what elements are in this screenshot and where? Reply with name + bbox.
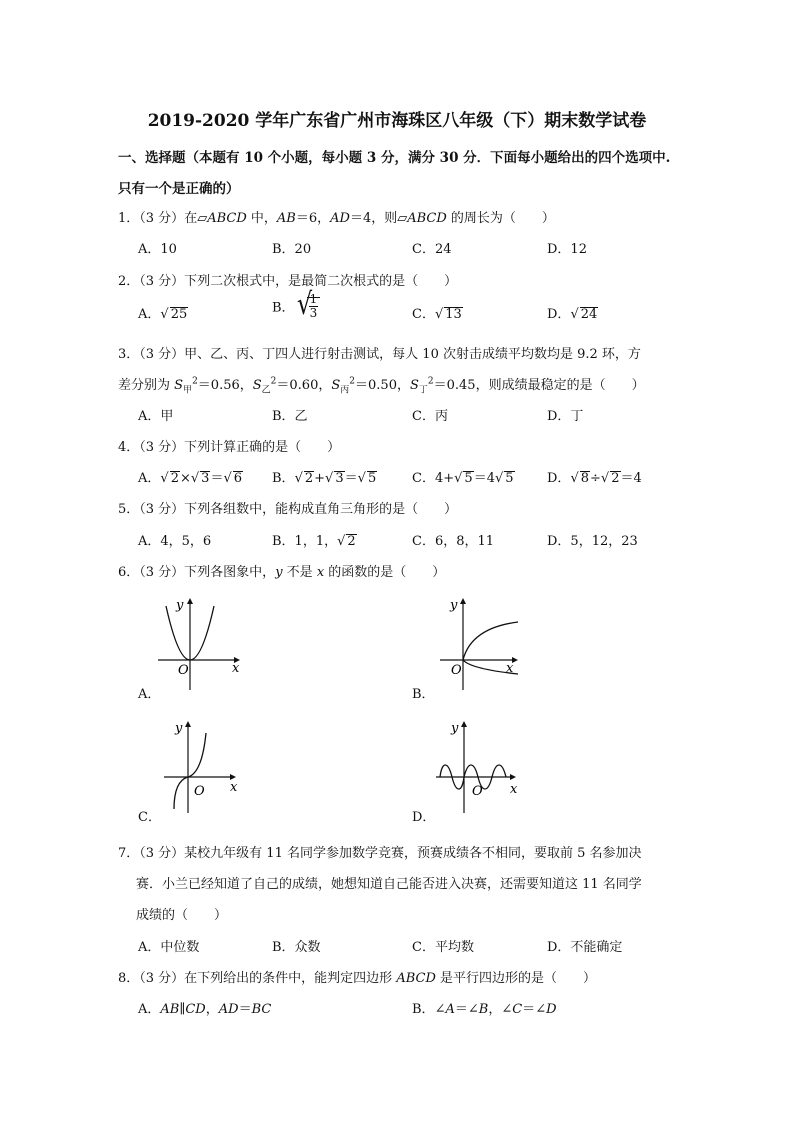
q4-option-a[interactable]: A．√ 2×√ 3＝√ 6 bbox=[138, 471, 243, 486]
q6-option-b[interactable]: B． bbox=[412, 687, 435, 702]
q4-option-b[interactable]: B．√ 2+√ 3＝√ 5 bbox=[272, 471, 377, 486]
y-label: y bbox=[175, 721, 183, 736]
q3-stem-line2: 差分别为 $S_甲^2=0.56$，$S_乙^2=0.60$，$S_丙^2=0.50$，$S_丁^2=0.45$，则成绩最稳定的是（ ） bbox=[118, 376, 645, 396]
x-axis-arrow bbox=[510, 774, 516, 780]
q1-stem: 1．（3 分）在▱ABCD 中，AB＝6，AD＝4，则▱ABCD 的周长为（ ） bbox=[118, 211, 555, 226]
q7-stem-line3: 成绩的（ ） bbox=[136, 908, 228, 923]
q7-stem-line1: 7．（3 分）某校九年级有 11 名同学参加数学竞赛，预赛成绩各不相同，要取前 5 名参加决 bbox=[118, 846, 642, 861]
q1-option-b[interactable]: B．20 bbox=[272, 242, 312, 257]
q4-option-c[interactable]: C．4+√ 5＝4√ 5 bbox=[412, 471, 514, 486]
q6-graph-b bbox=[438, 592, 528, 692]
q7-option-b[interactable]: B．众数 bbox=[272, 940, 321, 955]
q6-graph-a bbox=[152, 592, 252, 692]
q4-stem: 4．（3 分）下列计算正确的是（ ） bbox=[118, 440, 341, 455]
q6-stem: 6．（3 分）下列各图象中，y 不是 x 的函数的是（ ） bbox=[118, 565, 446, 580]
q6-option-a[interactable]: A． bbox=[138, 687, 161, 702]
q3-stem-line1: 3．（3 分）甲、乙、丙、丁四人进行射击测试，每人 10 次射击成绩平均数均是 9.2 环，方 bbox=[118, 347, 641, 362]
q7-option-a[interactable]: A．中位数 bbox=[138, 940, 200, 955]
q2-option-a[interactable]: A．√ 25 bbox=[138, 307, 188, 322]
q5-option-c[interactable]: C．6，8，11 bbox=[412, 534, 495, 549]
q7-stem-line2: 赛．小兰已经知道了自己的成绩，她想知道自己能否进入决赛，还需要知道这 11 名同学 bbox=[136, 877, 642, 892]
q3-option-d[interactable]: D．丁 bbox=[547, 409, 584, 424]
q5-option-b[interactable]: B．1，1，√ 2 bbox=[272, 534, 356, 549]
q3-option-c[interactable]: C．丙 bbox=[412, 409, 448, 424]
q2-option-b[interactable]: B． √ $\frac{1}{3}$ bbox=[272, 293, 320, 319]
x-label: x bbox=[506, 661, 514, 676]
q7-option-c[interactable]: C．平均数 bbox=[412, 940, 474, 955]
origin-label: O bbox=[194, 784, 205, 799]
q6-graph-c bbox=[162, 715, 252, 815]
q3-option-b[interactable]: B．乙 bbox=[272, 409, 308, 424]
y-axis-arrow bbox=[185, 721, 191, 727]
q5-stem: 5．（3 分）下列各组数中，能构成直角三角形的是（ ） bbox=[118, 502, 458, 517]
q2-stem: 2．（3 分）下列二次根式中，是最简二次根式的是（ ） bbox=[118, 274, 458, 289]
q2-option-d[interactable]: D．√ 24 bbox=[547, 307, 598, 322]
q8-stem: 8．（3 分）在下列给出的条件中，能判定四边形 ABCD 是平行四边形的是（ ） bbox=[118, 971, 597, 986]
q4-option-d[interactable]: D．√ 8÷√ 2＝4 bbox=[547, 471, 642, 486]
q8-option-b[interactable]: B．∠A＝∠B，∠C＝∠D bbox=[412, 1002, 557, 1017]
y-axis-arrow bbox=[460, 598, 466, 604]
x-label: x bbox=[230, 780, 238, 795]
q6-option-d[interactable]: D． bbox=[412, 810, 436, 825]
y-axis-arrow bbox=[461, 721, 467, 727]
q3-option-a[interactable]: A．甲 bbox=[138, 409, 174, 424]
y-label: y bbox=[176, 598, 184, 613]
q1-option-c[interactable]: C．24 bbox=[412, 242, 452, 257]
q5-option-a[interactable]: A．4，5，6 bbox=[138, 534, 212, 549]
y-axis-arrow bbox=[187, 598, 193, 604]
q6-option-c[interactable]: C． bbox=[138, 810, 161, 825]
q8-option-a[interactable]: A．AB∥CD，AD＝BC bbox=[138, 1002, 272, 1017]
q1-option-a[interactable]: A．10 bbox=[138, 242, 177, 257]
page-title: 2019-2020 学年广东省广州市海珠区八年级（下）期末数学试卷 bbox=[147, 111, 647, 131]
q2-option-c[interactable]: C．√ 13 bbox=[412, 307, 462, 322]
origin-label: O bbox=[178, 663, 189, 678]
y-label: y bbox=[451, 721, 459, 736]
x-label: x bbox=[232, 661, 240, 676]
q6-graph-d bbox=[436, 715, 536, 815]
section-heading-line2: 只有一个是正确的） bbox=[118, 181, 240, 197]
section-heading-line1: 一、选择题（本题有 10 个小题，每小题 3 分，满分 30 分．下面每小题给出的四个选项中. bbox=[118, 150, 671, 166]
q5-option-d[interactable]: D．5，12，23 bbox=[547, 534, 638, 549]
q1-option-d[interactable]: D．12 bbox=[547, 242, 587, 257]
x-label: x bbox=[510, 782, 518, 797]
origin-label: O bbox=[451, 663, 462, 678]
origin-label: O bbox=[472, 784, 483, 799]
y-label: y bbox=[450, 598, 458, 613]
q7-option-d[interactable]: D．不能确定 bbox=[547, 940, 623, 955]
